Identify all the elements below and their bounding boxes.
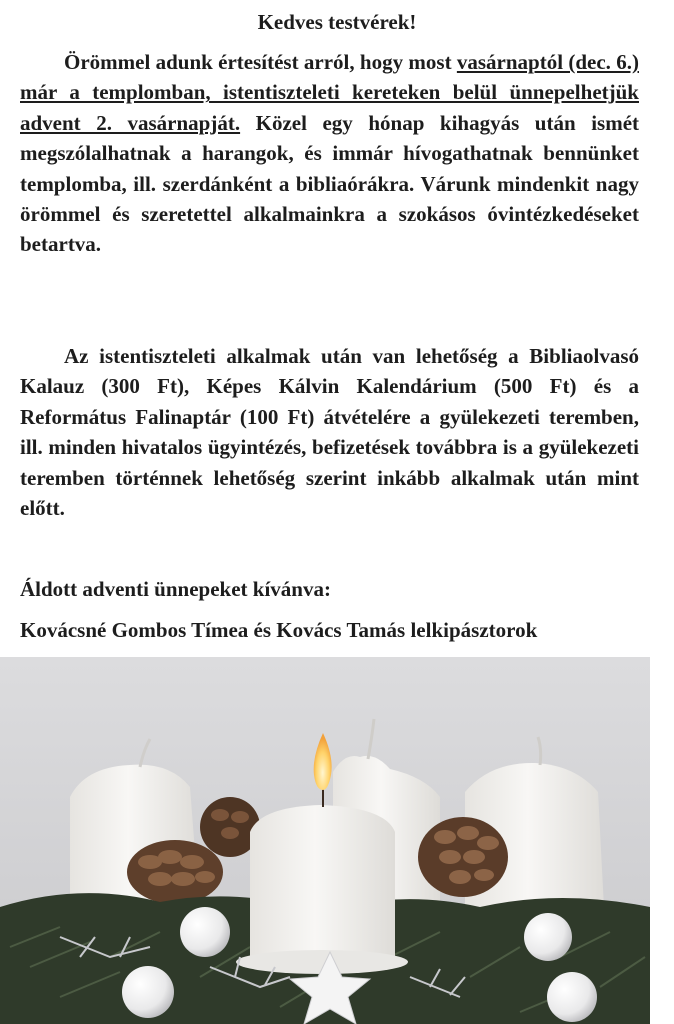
publications-paragraph: Az istentiszteleti alkalmak után van lehetőség a Bibliaolvasó Kalauz (300 Ft), Képes Kálvin Kalendárium (500 Ft) és a Református Falinaptár (100 Ft) átvételére a gyülekezeti teremben, ill. minden hivatalos ügyintézés, befizetések továbbra is a gyülekezeti teremben történnek lehetőség szerint inkább alkalmak után mint előtt. bbox=[20, 344, 639, 521]
signature: Kovácsné Gombos Tímea és Kovács Tamás lelkipásztorok bbox=[20, 618, 538, 642]
advent-wreath-illustration bbox=[0, 657, 650, 1024]
letter-greeting: Kedves testvérek! bbox=[257, 10, 417, 34]
announcement-rest: Közel egy hónap kihagyás után ismét megszólalhatnak a harangok, és immár hívogathatnak bennünket templomba, ill. szerdánként a bibliaórákra. Várunk mindenkit nagy örömmel és szeretettel alkalmainkra a szokásos óvintézkedéseket betartva. bbox=[20, 110, 640, 257]
announcement-intro: Örömmel adunk értesítést arról, hogy most bbox=[64, 50, 457, 74]
closing-wishes: Áldott adventi ünnepeket kívánva: bbox=[20, 577, 331, 601]
advent-wreath-photo bbox=[0, 657, 650, 1024]
announcement-paragraph bbox=[20, 47, 639, 260]
announcement-highlight: vasárnaptól (dec. 6.) már a templomban, istentiszteleti kereteken belül ünnepelhetjük advent 2. vasárnapját. bbox=[20, 50, 639, 135]
pinecone-left bbox=[127, 840, 223, 904]
pinecone-right bbox=[418, 817, 508, 897]
